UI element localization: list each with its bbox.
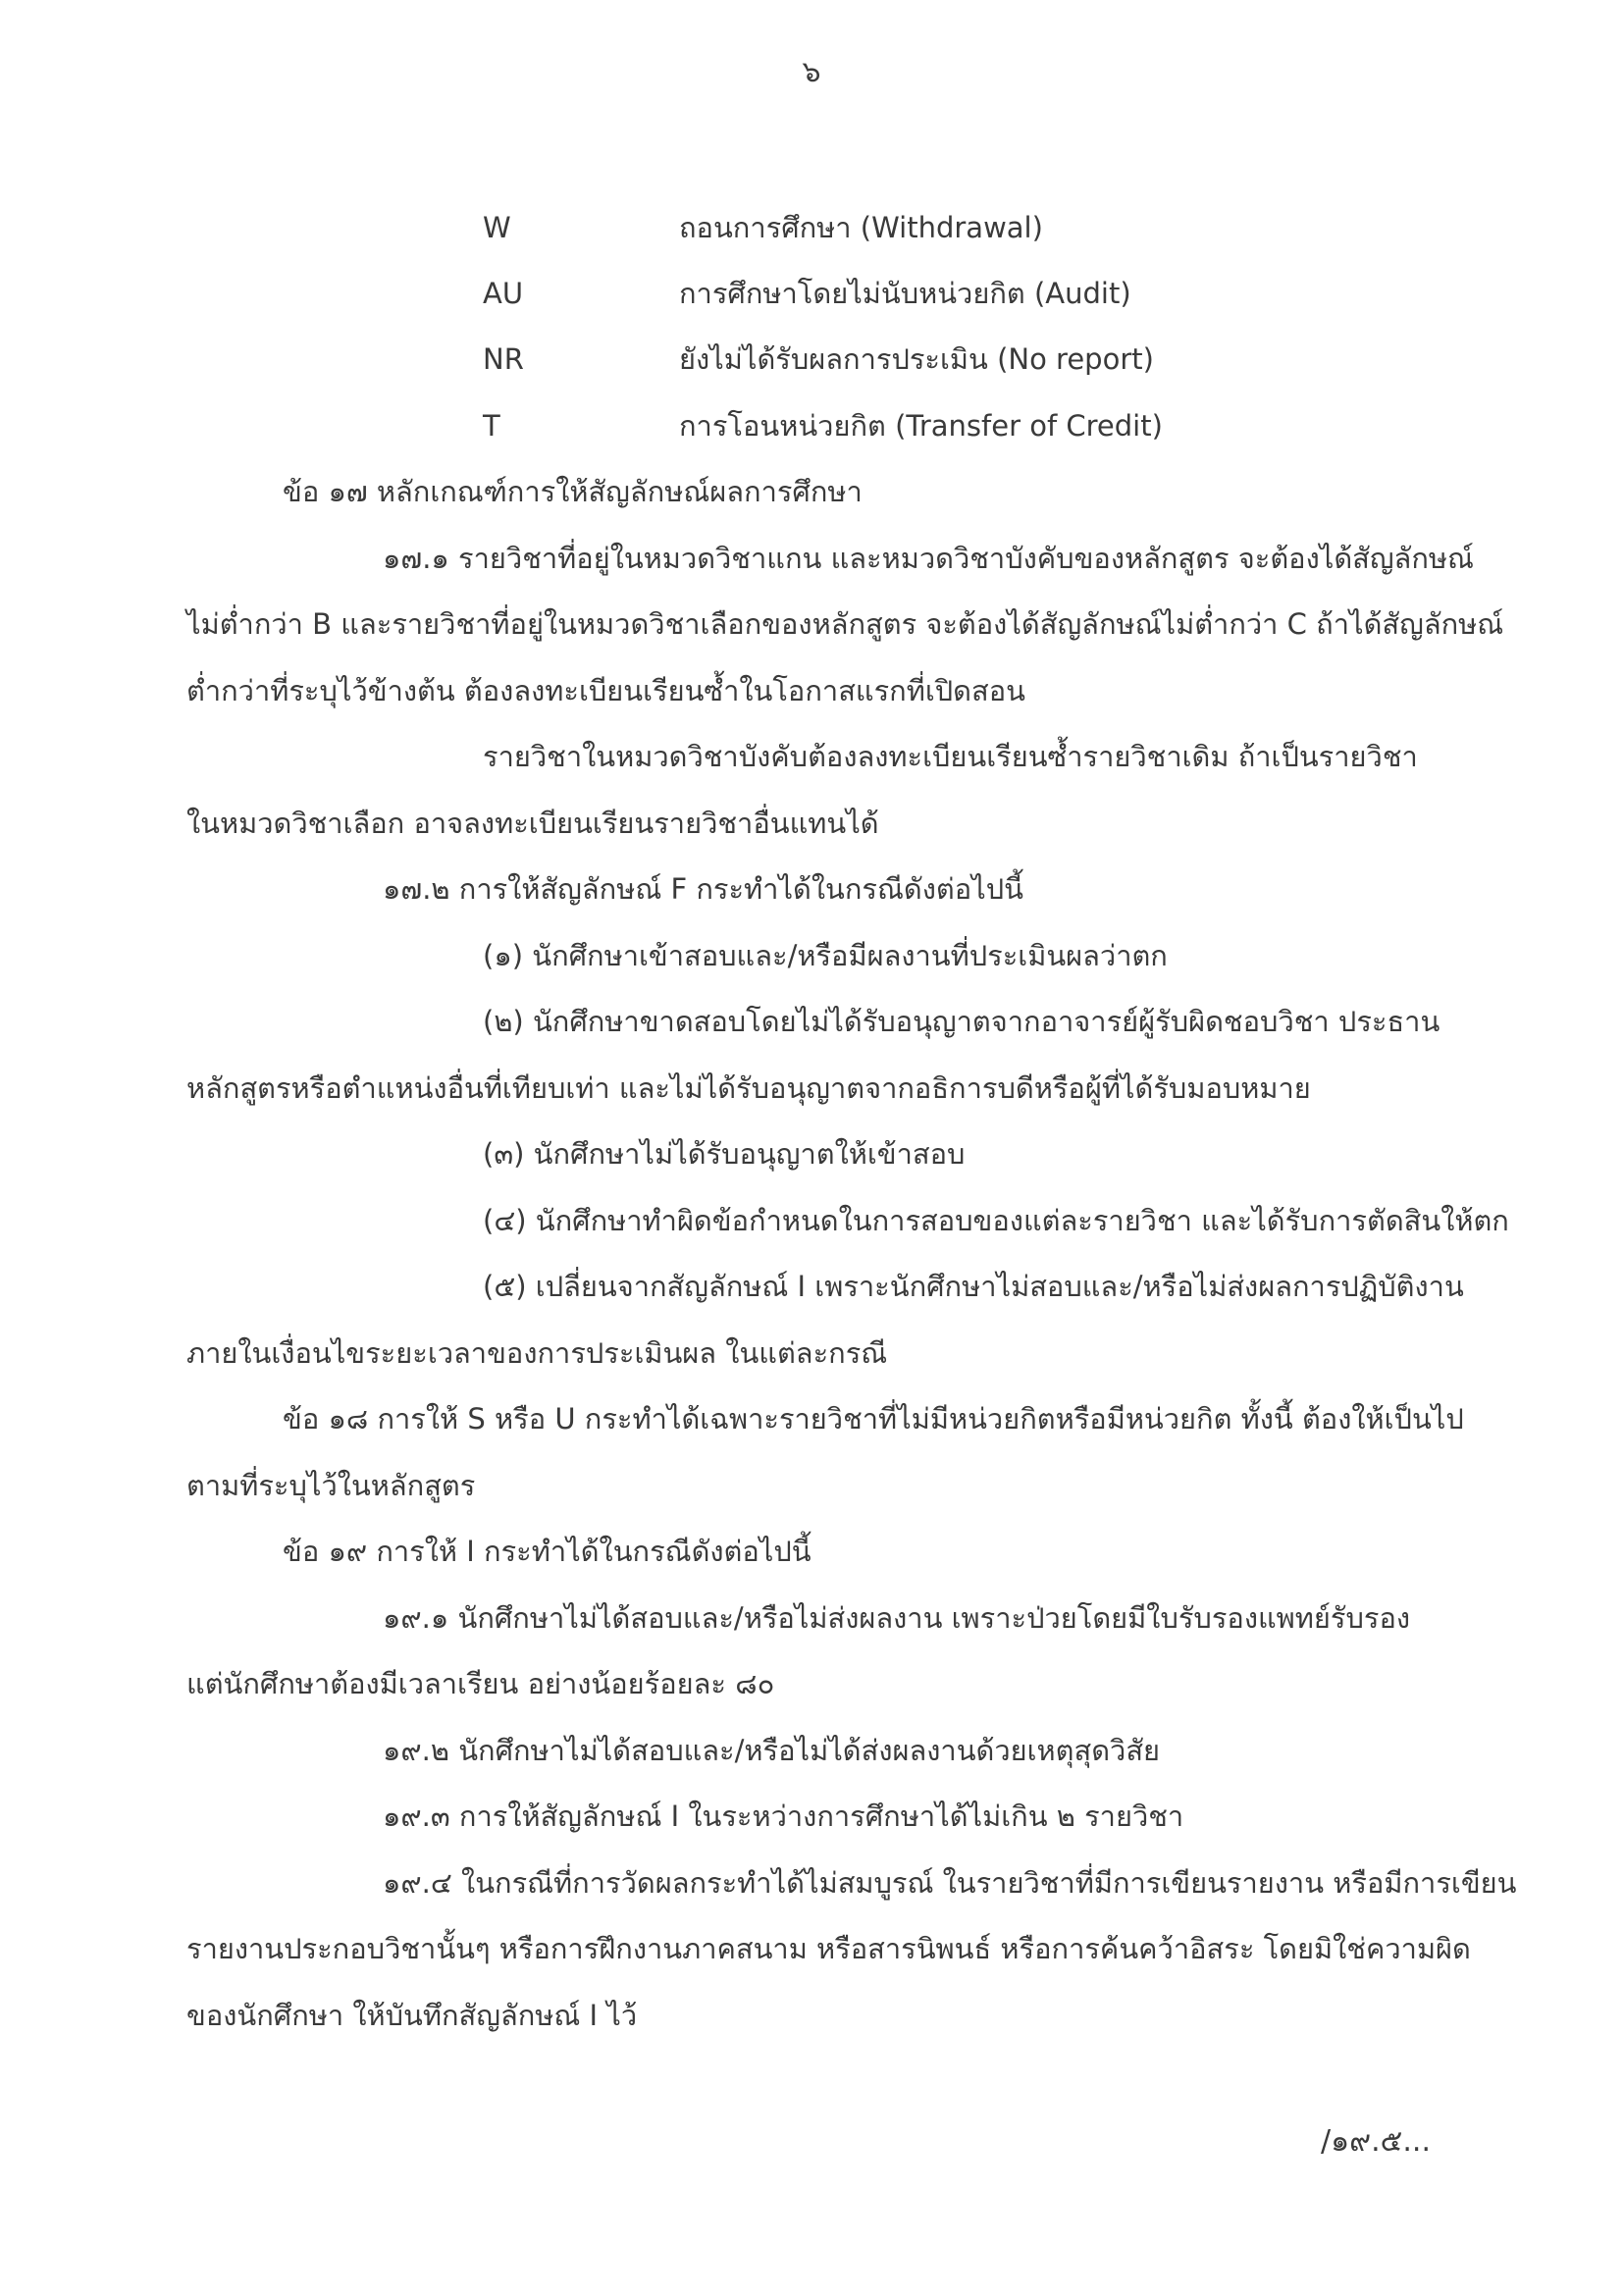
body-line: (๔) นักศึกษาทำผิดข้อกำหนดในการสอบของแต่ละรายวิชา และได้รับการตัดสินให้ตก [483, 1204, 1509, 1237]
continuation-reference: /๑๙.๕... [1321, 2124, 1431, 2159]
clause-heading: ข้อ ๑๙ การให้ I กระทำได้ในกรณีดังต่อไปนี้ [283, 1535, 812, 1568]
abbreviation-code: AU [483, 277, 524, 310]
clause-heading: ข้อ ๑๘ การให้ S หรือ U กระทำได้เฉพาะรายวิชาที่ไม่มีหน่วยกิตหรือมีหน่วยกิต ทั้งนี้ ต้องให้เป็นไป [283, 1402, 1464, 1435]
body-line: (๑) นักศึกษาเข้าสอบและ/หรือมีผลงานที่ประเมินผลว่าตก [483, 939, 1168, 972]
body-line: (๓) นักศึกษาไม่ได้รับอนุญาตให้เข้าสอบ [483, 1137, 966, 1171]
body-line: ต่ำกว่าที่ระบุไว้ข้างต้น ต้องลงทะเบียนเรียนซ้ำในโอกาสแรกที่เปิดสอน [186, 674, 1025, 707]
body-line: ๑๗.๑ รายวิชาที่อยู่ในหมวดวิชาแกน และหมวดวิชาบังคับของหลักสูตร จะต้องได้สัญลักษณ์ [383, 542, 1474, 575]
body-line: ตามที่ระบุไว้ในหลักสูตร [186, 1469, 476, 1502]
body-line: หลักสูตรหรือตำแหน่งอื่นที่เทียบเท่า และไม่ได้รับอนุญาตจากอธิการบดีหรือผู้ที่ได้รับมอบหมาย [186, 1071, 1311, 1105]
abbreviation-meaning: ถอนการศึกษา (Withdrawal) [679, 211, 1043, 244]
abbreviation-code: T [483, 409, 500, 443]
body-line: ๑๙.๑ นักศึกษาไม่ได้สอบและ/หรือไม่ส่งผลงาน เพราะป่วยโดยมีใบรับรองแพทย์รับรอง [383, 1601, 1411, 1635]
body-line: ภายในเงื่อนไขระยะเวลาของการประเมินผล ในแต่ละกรณี [186, 1336, 888, 1370]
body-line: ๑๙.๓ การให้สัญลักษณ์ I ในระหว่างการศึกษาได้ไม่เกิน ๒ รายวิชา [383, 1800, 1184, 1833]
body-line: (๕) เปลี่ยนจากสัญลักษณ์ I เพราะนักศึกษาไม่สอบและ/หรือไม่ส่งผลการปฏิบัติงาน [483, 1270, 1464, 1303]
body-line: รายวิชาในหมวดวิชาบังคับต้องลงทะเบียนเรียนซ้ำรายวิชาเดิม ถ้าเป็นรายวิชา [483, 740, 1418, 773]
abbreviation-meaning: การโอนหน่วยกิต (Transfer of Credit) [679, 409, 1163, 443]
body-line: ๑๙.๔ ในกรณีที่การวัดผลกระทำได้ไม่สมบูรณ์ ในรายวิชาที่มีการเขียนรายงาน หรือมีการเขียน [383, 1866, 1517, 1900]
body-line: ในหมวดวิชาเลือก อาจลงทะเบียนเรียนรายวิชาอื่นแทนได้ [186, 807, 879, 840]
body-line: รายงานประกอบวิชานั้นๆ หรือการฝึกงานภาคสนาม หรือสารนิพนธ์ หรือการค้นคว้าอิสระ โดยมิใช่ความผิด [186, 1932, 1471, 1965]
abbreviation-meaning: ยังไม่ได้รับผลการประเมิน (No report) [679, 342, 1154, 376]
abbreviation-meaning: การศึกษาโดยไม่นับหน่วยกิต (Audit) [679, 277, 1131, 310]
body-line: ไม่ต่ำกว่า B และรายวิชาที่อยู่ในหมวดวิชาเลือกของหลักสูตร จะต้องได้สัญลักษณ์ไม่ต่ำกว่า C ถ้าได้สัญลักษณ์ [186, 607, 1504, 641]
abbreviation-code: W [483, 211, 511, 244]
page-number: ๖ [802, 55, 821, 89]
body-line: (๒) นักศึกษาขาดสอบโดยไม่ได้รับอนุญาตจากอาจารย์ผู้รับผิดชอบวิชา ประธาน [483, 1005, 1440, 1038]
body-line: แต่นักศึกษาต้องมีเวลาเรียน อย่างน้อยร้อยละ ๘๐ [186, 1667, 775, 1700]
abbreviation-code: NR [483, 342, 524, 376]
body-line: ของนักศึกษา ให้บันทึกสัญลักษณ์ I ไว้ [186, 1999, 638, 2032]
body-line: ๑๙.๒ นักศึกษาไม่ได้สอบและ/หรือไม่ได้ส่งผลงานด้วยเหตุสุดวิสัย [383, 1734, 1161, 1767]
clause-heading: ข้อ ๑๗ หลักเกณฑ์การให้สัญลักษณ์ผลการศึกษา [283, 475, 863, 508]
body-line: ๑๗.๒ การให้สัญลักษณ์ F กระทำได้ในกรณีดังต่อไปนี้ [383, 872, 1023, 906]
